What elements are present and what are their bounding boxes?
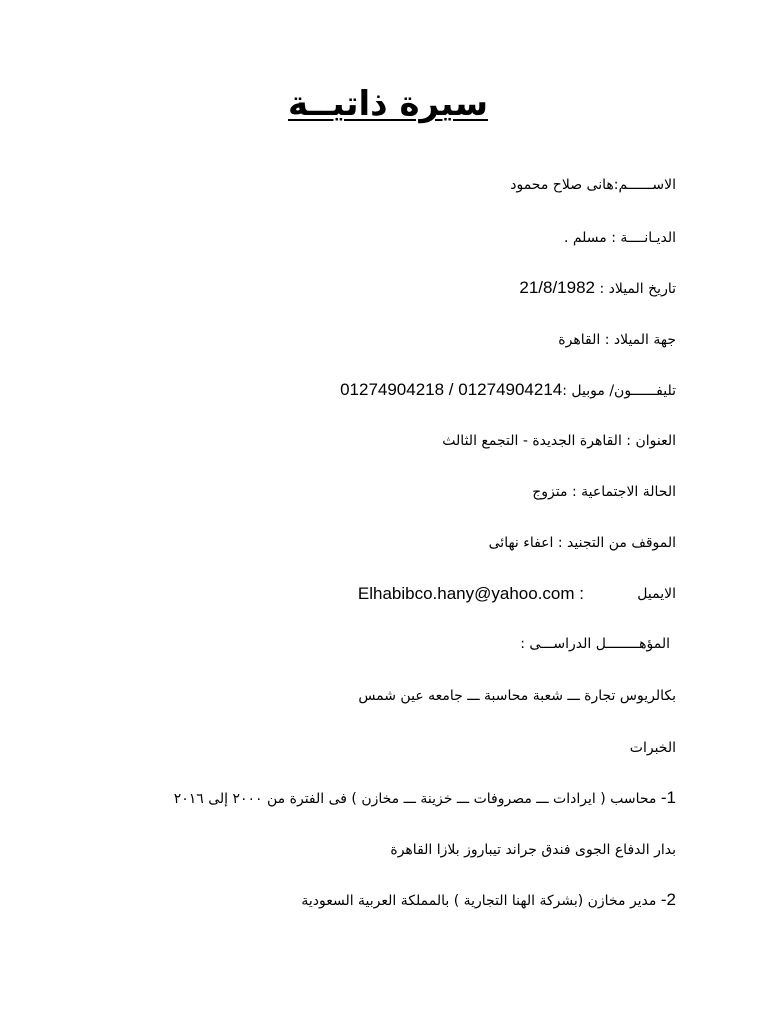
experience-item-1-text: محاسب ( ايرادات ـــ مصروفات ـــ خزينة ـــ مخازن ) فى الفترة من ٢٠٠٠ إلى ٢٠١٦ — [173, 791, 661, 807]
experience-item-1-number: 1- — [660, 788, 676, 807]
birth-date-value: 21/8/1982 — [519, 278, 595, 297]
birth-date-label: تاريخ الميلاد : — [595, 281, 676, 297]
birth-place-value: القاهرة — [558, 332, 601, 348]
email-separator: : — [574, 584, 584, 603]
marital-status-label: الحالة الاجتماعية : — [567, 484, 676, 500]
email-label: الايميل — [637, 586, 676, 602]
military-value: اعفاء نهائى — [488, 535, 554, 551]
marital-status-row — [532, 482, 676, 502]
birth-place-row — [558, 330, 676, 350]
name-label: الاســــــم: — [613, 177, 676, 193]
address-row — [442, 431, 676, 451]
experience-item-2 — [301, 890, 676, 911]
military-row — [489, 533, 676, 553]
experience-item-2-number: 2- — [660, 890, 676, 909]
phone-label: تليفــــــون/ موبيل : — [562, 383, 676, 399]
marital-status-value: متزوج — [532, 484, 568, 500]
address-value: القاهرة الجديدة - التجمع الثالث — [442, 433, 622, 449]
page-title: سيرة ذاتيــة — [288, 84, 488, 124]
religion-label: الديـانــــة : — [606, 230, 676, 246]
education-heading: المؤهــــــــل الدراســـى : — [520, 636, 670, 652]
education-value: بكالريوس تجارة ـــ شعبة محاسبة ـــ جامعه عين شمس — [358, 688, 676, 704]
experience-item-1 — [174, 788, 676, 809]
experience-item-1-continuation: بدار الدفاع الجوى فندق جراند تيباروز بلازا القاهرة — [390, 842, 676, 858]
email-value-row — [358, 584, 584, 605]
name-value: هانى صلاح محمود — [510, 177, 614, 193]
experience-item-2-text: مدير مخازن (بشركة الهنا التجارية ) بالمملكة العربية السعودية — [301, 893, 661, 909]
email-label-row — [637, 584, 676, 604]
religion-value: مسلم . — [563, 230, 607, 246]
experience-heading: الخبرات — [629, 740, 676, 756]
email-value[interactable]: Elhabibco.hany@yahoo.com — [357, 584, 575, 603]
military-label: الموقف من التجنيد : — [553, 535, 676, 551]
name-row — [510, 175, 676, 195]
birth-date-row — [519, 278, 676, 299]
phone-value: 01274904218 / 01274904214 — [340, 380, 563, 399]
birth-place-label: جهة الميلاد : — [600, 332, 676, 348]
religion-row — [564, 228, 676, 248]
phone-row — [340, 380, 676, 401]
address-label: العنوان : — [621, 433, 676, 449]
